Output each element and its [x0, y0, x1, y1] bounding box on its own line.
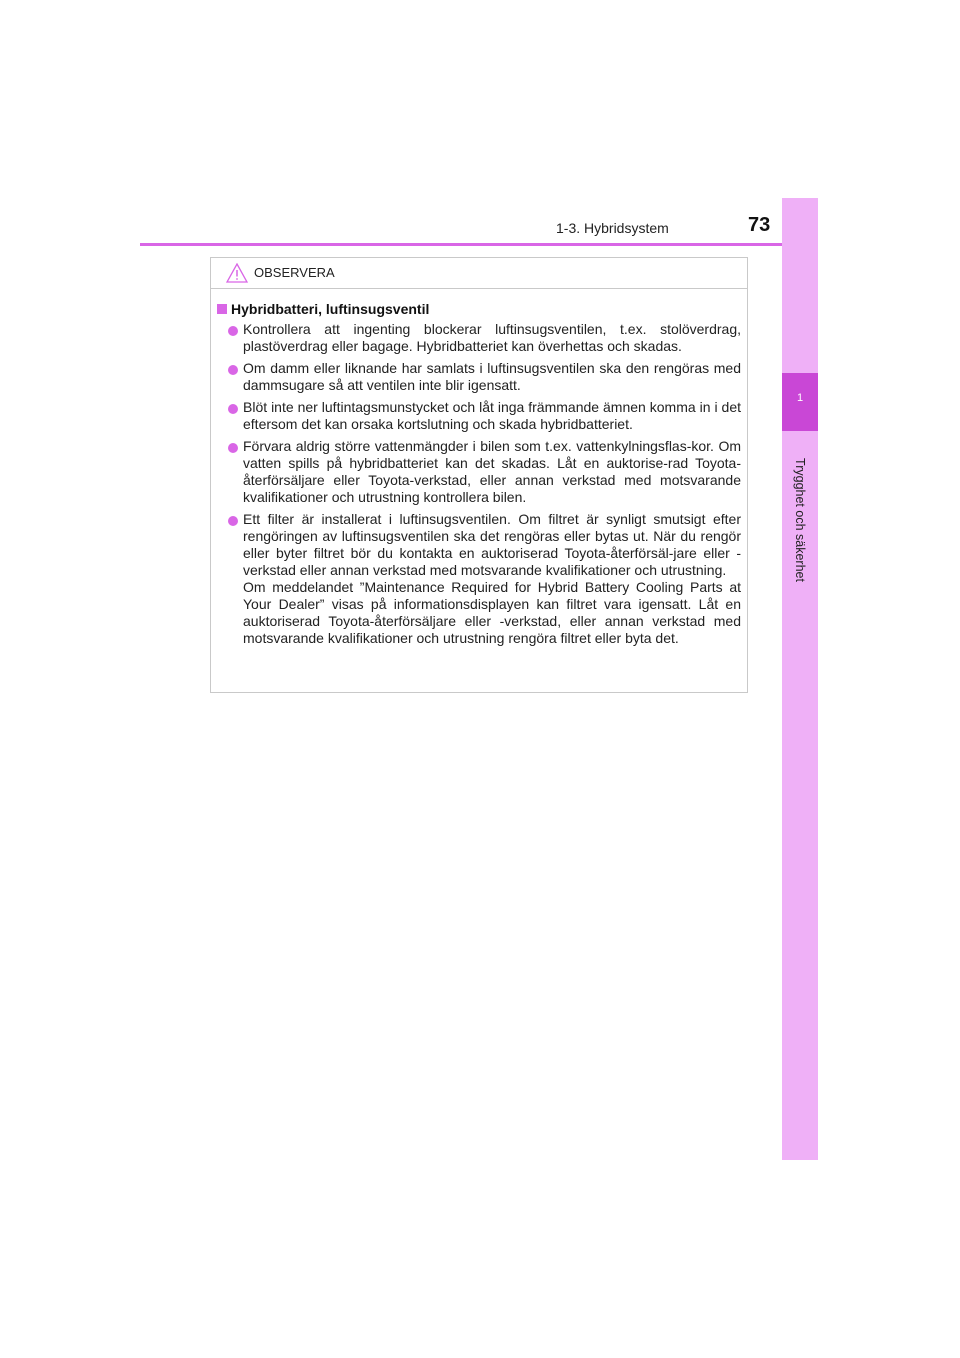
dot-bullet-icon	[228, 326, 238, 336]
notice-header	[211, 258, 747, 289]
dot-bullet-icon	[228, 404, 238, 414]
dot-bullet-icon	[228, 516, 238, 526]
notice-body	[211, 289, 747, 647]
list-item-text: Kontrollera att ingenting blockerar luftinsugsventilen, t.ex. stolöverdrag, plastöverdrag eller bagage. Hybridbatteriet kan överhettas och skadas.	[243, 321, 741, 354]
chapter-label: Trygghet och säkerhet	[793, 458, 807, 582]
list-item-text: Om damm eller liknande har samlats i luftinsugsventilen ska den rengöras med dammsugare så att ventilen inte blir igensatt.	[243, 360, 741, 393]
chapter-number: 1	[796, 392, 804, 404]
dot-bullet-icon	[228, 365, 238, 375]
notice-subheading-text: Hybridbatteri, luftinsugsventil	[231, 301, 430, 317]
warning-triangle-icon	[226, 263, 248, 283]
notice-box	[210, 257, 748, 693]
square-bullet-icon	[217, 304, 227, 314]
list-item-text: Blöt inte ner luftintagsmunstycket och låt inga främmande ämnen komma in i det eftersom det kan orsaka kortslutning och skada hybridbatteriet.	[243, 399, 741, 432]
list-item	[217, 360, 741, 394]
dot-bullet-icon	[228, 443, 238, 453]
notice-title: OBSERVERA	[254, 265, 335, 280]
list-item-text	[243, 511, 741, 647]
list-item	[217, 438, 741, 506]
list-item	[217, 399, 741, 433]
chapter-side-tab	[782, 198, 818, 1160]
notice-subheading	[217, 301, 741, 317]
header-rule	[140, 243, 818, 246]
list-item	[217, 511, 741, 647]
list-item-paragraph: Ett filter är installerat i luftinsugsventilen. Om filtret är synligt smutsigt efter rengöringen av luftinsugsventilen ska det rengöras eller bytas ut. När du rengör eller byter filtret bör du kontakta en auktoriserad Toyota-återförsäl-jare eller -verkstad eller annan verkstad med motsvarande kvalifikationer och utrustning.	[243, 511, 741, 578]
list-item	[217, 321, 741, 355]
page-number: 73	[748, 214, 771, 236]
list-item-text: Förvara aldrig större vattenmängder i bilen som t.ex. vattenkylningsflas-kor. Om vatten spills på hybridbatteriet kan det skadas. Låt en auktorise-rad Toyota-återförsäljare eller Toyota-verkstad, eller annan verkstad med motsvarande kvalifikationer och utrustning kontrollera bilen.	[243, 438, 741, 505]
section-title: 1-3. Hybridsystem	[556, 220, 669, 236]
list-item-paragraph: Om meddelandet ”Maintenance Required for Hybrid Battery Cooling Parts at Your Dealer” visas på informationsdisplayen kan filtret vara igensatt. Låt en auktoriserad Toyota-återförsäljare eller -verkstad, eller annan verkstad med motsvarande kvalifikationer och utrustning rengöra filtret eller byta det.	[243, 579, 741, 646]
